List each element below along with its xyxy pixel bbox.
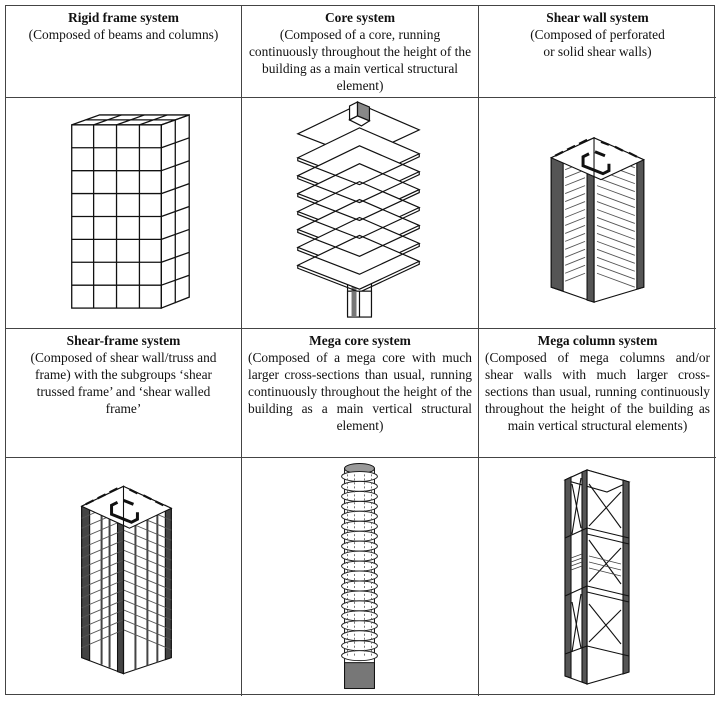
shear-wall-building-icon [479,98,716,329]
desc-core: (Composed of a core, running continuously throughout the height of the building as a main vertical structural element) [248,27,472,93]
title-mega-column: Mega column system [537,333,658,348]
mega-column-building-icon [479,458,716,696]
header-mega-column [479,329,716,458]
desc-mega-core: (Composed of a mega core with much larger cross-sections than usual, running continuously throughout the height of the building as a main vertical structural element) [248,350,472,433]
desc-shear-wall: (Composed of perforated or solid shear walls) [530,27,665,59]
header-mega-core [242,329,479,458]
structural-systems-table [5,5,715,695]
header-shear-wall [479,6,716,98]
shear-frame-building-icon [6,458,242,696]
desc-rigid-frame: (Composed of beams and columns) [28,27,219,42]
title-shear-frame: Shear-frame system [66,333,181,348]
core-building-icon [242,98,479,329]
rigid-frame-building-icon [6,98,242,329]
title-shear-wall: Shear wall system [546,10,649,25]
mega-core-building-icon [242,458,479,696]
desc-mega-column: (Composed of mega columns and/or shear walls with much larger cross-sections than usual, running continuously throughout the height of the building as main vertical structural elements) [485,350,710,433]
header-rigid-frame [6,6,242,98]
desc-shear-frame: (Composed of shear wall/truss and frame) with the subgroups ‘shear trussed frame’ and ‘shear walled frame’ [30,350,217,416]
title-core: Core system [324,10,396,25]
title-rigid-frame: Rigid frame system [68,10,179,25]
header-shear-frame [6,329,242,458]
header-core [242,6,479,98]
title-mega-core: Mega core system [309,333,411,348]
